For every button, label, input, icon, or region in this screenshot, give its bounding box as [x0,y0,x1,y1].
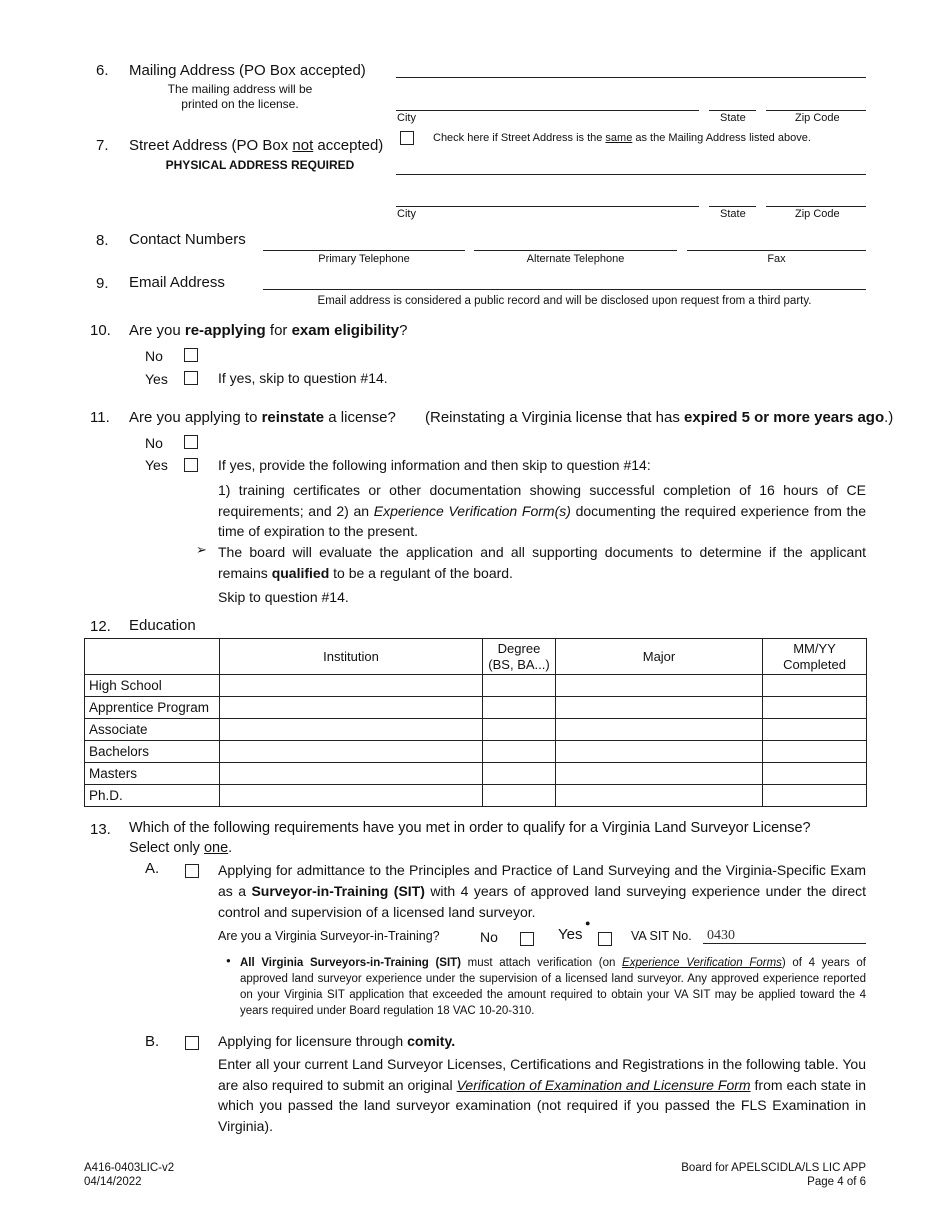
primary-telephone-caption: Primary Telephone [318,253,410,265]
completed-cell[interactable] [763,719,867,741]
degree-cell[interactable] [483,719,556,741]
street-city-line[interactable] [396,206,699,207]
q6-note-line2: printed on the license. [181,97,299,111]
education-table [84,638,867,807]
q13-question: Which of the following requirements have you met in order to qualify for a Virginia Land Surveyor License? [129,820,811,836]
q11-yes-label: Yes [145,457,168,473]
sit-no-label: No [480,929,498,945]
same-address-checkbox[interactable] [400,131,414,145]
institution-cell[interactable] [220,785,483,807]
street-state-caption: State [720,208,746,220]
degree-cell[interactable] [483,675,556,697]
q7-number: 7. [96,137,109,154]
degree-cell[interactable] [483,697,556,719]
street-zip-caption: Zip Code [795,208,840,220]
q10-no-checkbox[interactable] [184,348,198,362]
q13-select-one: Select only one. [129,840,233,856]
q10-yes-note: If yes, skip to question #14. [218,370,388,386]
same-address-label: Check here if Street Address is the same as the Mailing Address listed above. [433,132,811,144]
q9-label: Email Address [129,274,225,291]
va-sit-number-input[interactable]: 0430 [707,928,735,943]
mailing-city-line[interactable] [396,110,699,111]
footer-right [681,1161,866,1189]
primary-telephone-line[interactable] [263,250,465,251]
sit-no-checkbox[interactable] [520,932,534,946]
option-b-checkbox[interactable] [185,1036,199,1050]
footer-left [84,1161,174,1189]
email-address-line[interactable] [263,289,866,290]
major-cell[interactable] [556,785,763,807]
education-header-degree: Degree (BS, BA...) [483,639,556,675]
email-public-record-note: Email address is considered a public record and will be disclosed upon request from a third party. [317,295,812,307]
education-header-completed: MM/YY Completed [763,639,867,675]
institution-cell[interactable] [220,741,483,763]
mailing-zip-caption: Zip Code [795,112,840,124]
completed-cell[interactable] [763,763,867,785]
note-bullet-icon: ● [226,956,231,965]
degree-cell[interactable] [483,741,556,763]
degree-cell[interactable] [483,785,556,807]
mailing-state-caption: State [720,112,746,124]
option-a-text: Applying for admittance to the Principles and Practice of Land Surveying and the Virginia-Specific Exam as a Surveyor-in-Training (SIT) with 4 years of approved land surveying experience under the direct control and supervision of a licensed land surveyor. [218,862,866,920]
institution-cell[interactable] [220,675,483,697]
q11-no-checkbox[interactable] [184,435,198,449]
education-row-label: Masters [85,763,220,785]
footnote-marker-icon: ● [585,918,591,928]
q12-number: 12. [90,618,111,635]
education-row-label: Bachelors [85,741,220,763]
option-b-letter: B. [145,1033,160,1050]
table-row [85,741,867,763]
q6-note [129,82,351,112]
major-cell[interactable] [556,763,763,785]
mailing-zip-line[interactable] [766,110,866,111]
board-name: Board for APELSCIDLA/LS LIC APP [681,1162,866,1174]
major-cell[interactable] [556,741,763,763]
education-header-blank [85,639,220,675]
education-row-label: Apprentice Program [85,697,220,719]
major-cell[interactable] [556,719,763,741]
education-row-label: Ph.D. [85,785,220,807]
q8-number: 8. [96,232,109,249]
q6-note-line1: The mailing address will be [167,82,313,96]
education-header-major: Major [556,639,763,675]
va-sit-number-label: VA SIT No. [631,929,692,943]
completed-cell[interactable] [763,697,867,719]
q11-board-evaluate-text: The board will evaluate the application and all supporting documents to determine if the applicant remains qualified to be a regulant of the board. [218,544,866,581]
q11-number: 11. [90,409,110,426]
table-row [85,785,867,807]
q12-label: Education [129,617,196,634]
completed-cell[interactable] [763,675,867,697]
option-b-text: Enter all your current Land Surveyor Licenses, Certifications and Registrations in the following table. You are also required to submit an original Verification of Examination and Licensure Form from each state in which you passed the land surveyor examination (not required if you passed the FLS Examination in Virginia). [218,1056,867,1134]
mailing-state-line[interactable] [709,110,756,111]
alternate-telephone-caption: Alternate Telephone [526,253,625,265]
institution-cell[interactable] [220,763,483,785]
q10-yes-label: Yes [145,371,168,387]
q7-label: Street Address (PO Box not accepted) [129,137,384,154]
street-state-line[interactable] [709,206,756,207]
q11-reinstate-note: (Reinstating a Virginia license that has expired 5 or more years ago.) [425,409,894,426]
street-zip-line[interactable] [766,206,866,207]
table-row [85,675,867,697]
option-b-title: Applying for licensure through comity. [218,1033,456,1049]
fax-line[interactable] [687,250,866,251]
sit-yes-label: Yes [558,926,583,943]
q9-number: 9. [96,275,109,292]
fax-caption: Fax [767,253,786,265]
institution-cell[interactable] [220,719,483,741]
q10-no-label: No [145,348,163,364]
q11-question: Are you applying to reinstate a license? [129,409,396,426]
completed-cell[interactable] [763,741,867,763]
q11-no-label: No [145,435,163,451]
q6-label: Mailing Address (PO Box accepted) [129,62,366,79]
education-header-institution: Institution [220,639,483,675]
form-id: A416-0403LIC-v2 [84,1162,175,1174]
option-a-letter: A. [145,860,160,877]
q11-yes-checkbox[interactable] [184,458,198,472]
form-date: 04/14/2022 [84,1176,142,1188]
table-row [85,697,867,719]
mailing-address-line[interactable] [396,77,866,78]
q11-requirements-text: 1) training certificates or other documentation showing successful completion of 16 hours of CE requirements; and 2) an Experience Verification Form(s) documenting the required experience from the time of expiration to the present. [218,482,867,539]
q10-number: 10. [90,322,111,339]
education-row-label: Associate [85,719,220,741]
sit-yes-checkbox[interactable] [598,932,612,946]
q11-yes-note: If yes, provide the following information and then skip to question #14: [218,457,651,473]
physical-address-required: PHYSICAL ADDRESS REQUIRED [165,158,355,172]
education-row-label: High School [85,675,220,697]
q10-yes-checkbox[interactable] [184,371,198,385]
institution-cell[interactable] [220,697,483,719]
sit-verification-note: All Virginia Surveyors-in-Training (SIT) must attach verification (on Experience Verification Forms) of 4 years of approved land surveyor experience under the supervision of a licensed land surveyor. Any approved experience reported on your Virginia SIT application that exceeded the amount required to obtain your VA SIT may be applied toward the 4 years required under Board regulation 18 VAC 10-20-310. [240,957,867,1017]
major-cell[interactable] [556,697,763,719]
street-city-caption: City [397,208,416,220]
street-address-line[interactable] [396,174,866,175]
q8-label: Contact Numbers [129,231,246,248]
table-row [85,719,867,741]
completed-cell[interactable] [763,785,867,807]
q6-number: 6. [96,62,109,79]
q10-question: Are you re-applying for exam eligibility? [129,322,408,339]
table-row [85,763,867,785]
sit-question: Are you a Virginia Surveyor-in-Training? [218,929,440,943]
arrow-bullet-icon: ➢ [196,542,207,557]
mailing-city-caption: City [397,112,416,124]
q11-skip-note: Skip to question #14. [218,589,349,605]
q13-number: 13. [90,821,111,838]
page-number: Page 4 of 6 [807,1176,866,1188]
alternate-telephone-line[interactable] [474,250,677,251]
degree-cell[interactable] [483,763,556,785]
option-a-checkbox[interactable] [185,864,199,878]
education-header-row [85,639,867,675]
major-cell[interactable] [556,675,763,697]
